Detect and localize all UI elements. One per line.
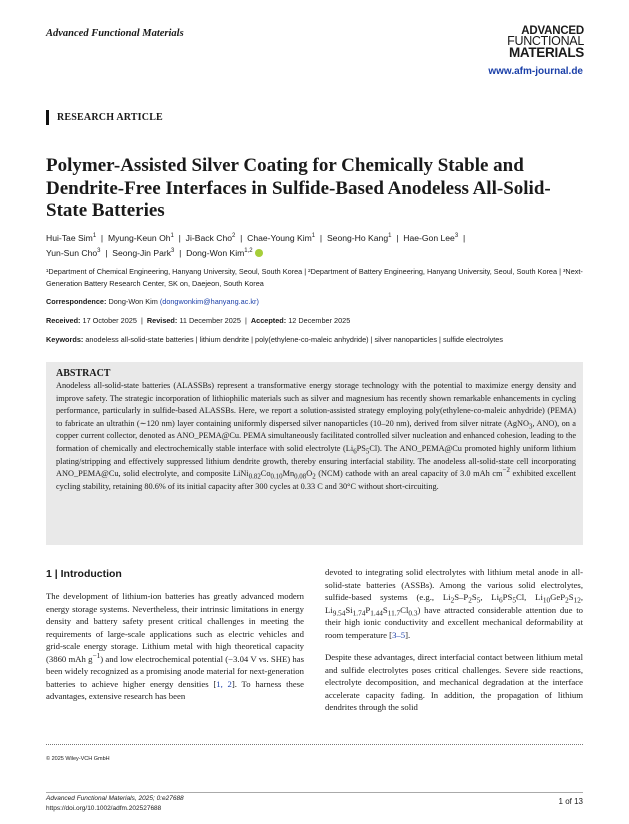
author-8-sup: 3 xyxy=(171,248,175,255)
correspondence-label: Correspondence: xyxy=(46,297,107,306)
author-3-sup: 2 xyxy=(232,233,236,240)
copyright-notice: © 2025 Wiley-VCH GmbH xyxy=(46,756,110,762)
revised-date: 11 December 2025 xyxy=(179,316,241,325)
article-dates: Received: 17 October 2025 | Revised: 11 December 2025 | Accepted: 12 December 2025 xyxy=(46,316,351,325)
body-column-right xyxy=(325,566,583,714)
revised-label: Revised: xyxy=(146,316,178,325)
received-date: 17 October 2025 xyxy=(82,316,137,325)
correspondence xyxy=(46,297,259,306)
author-7-sup: 3 xyxy=(97,248,101,255)
author-1-sup: 1 xyxy=(92,233,97,240)
keywords-list: anodeless all-solid-state batteries | lithium dendrite | poly(ethylene-co-maleic anhydride) | silver nanoparticles | sulfide electrolytes xyxy=(85,335,503,344)
abstract-text: Anodeless all-solid-state batteries (ALASSBs) represent a transformative energy storage technology with the potential to maximize energy density and improve safety. The strategic incorporation of lithiophilic materials such as silver and magnesium has recently shown remarkable enhancements in cycling performance, particularly in sulfide-based ALASSBs. Here, we report a solution-assisted strategy employing poly(ethylene-co-maleic anhydride) (PEMA) to fabricate an ultrathin (∼120 nm) layer containing uniformly dispersed silver nanoparticles (10–20 nm), derived from silver nitrate (AgNO$_3$, ANO), on a copper current collector, denoted as ANO_PEMA@Cu. PEMA simultaneously facilitated controlled silver nucleation and enhanced cohesion, leading to the formation of chemically and electrochemically stable interface with solid electrolyte $(Li_6PS_5Cl)$. The ANO_PEMA@Cu promoted highly uniform lithium plating/stripping and effectively suppressed lithium dendrite growth, thereby ensuring interfacial stability. The anodeless all-solid-state cell incorporating ANO_PEMA@Cu, solid electrolyte, and composite $LiNi_{0.82}Co_{0.10}Mn_{0.08}O_2$ (NCM) cathode with an areal capacity of 3.0 mAh $cm^{-2}$ exhibited excellent cycling stability, retaining 80.6% of its initial capacity after 300 cycles at 0.33 C and 30°C without short-circuiting. xyxy=(56,381,576,491)
logo-line-2: FUNCTIONAL xyxy=(507,34,584,49)
section-label: RESEARCH ARTICLE xyxy=(46,110,163,125)
correspondence-name: Dong-Won Kim xyxy=(108,297,158,306)
author-3[interactable]: Ji-Back Cho xyxy=(185,233,232,243)
received-label: Received: xyxy=(46,316,81,325)
author-4-sup: 1 xyxy=(311,233,316,240)
author-9-sup: 1,2 xyxy=(244,248,253,255)
affiliations: ¹Department of Chemical Engineering, Hanyang University, Seoul, South Korea | ²Department of Battery Engineering, Hanyang University, Seoul, South Korea | ³Next-Generation Battery Research Center, SK on, Daejeon, South Korea xyxy=(46,267,583,288)
footnote-divider xyxy=(46,744,583,745)
intro-paragraph-2: Despite these advantages, direct interfacial contact between lithium metal and sulfide electrolytes poses critical challenges. Severe side reactions, electrolyte decomposition, and mechanical degradation at the interface accelerate capacity fading. In addition, the propagation of lithium dendrites through the solid xyxy=(325,652,583,713)
logo-line-1: ADVANCED xyxy=(521,25,584,37)
accepted-label: Accepted: xyxy=(250,316,287,325)
author-4[interactable]: Chae-Young Kim xyxy=(247,233,312,243)
page-number: 1 of 13 xyxy=(558,797,583,806)
footer-journal-citation: Advanced Functional Materials, 2025; 0:e27688 xyxy=(46,795,184,802)
abstract-title: ABSTRACT xyxy=(56,368,111,379)
author-5[interactable]: Seong-Ho Kang xyxy=(326,233,389,243)
author-9[interactable]: Dong-Won Kim xyxy=(186,248,245,258)
correspondence-email-link[interactable]: (dongwonkim@hanyang.ac.kr) xyxy=(159,297,259,306)
body-column-left xyxy=(46,590,304,703)
author-2-sup: 1 xyxy=(170,233,174,240)
author-8[interactable]: Seong-Jin Park xyxy=(112,248,172,258)
author-1[interactable]: Hui-Tae Sim xyxy=(46,233,93,243)
author-7[interactable]: Yun-Sun Cho xyxy=(46,248,98,258)
author-5-sup: 1 xyxy=(388,233,392,240)
citation-link[interactable]: 3–5 xyxy=(392,629,406,640)
intro-paragraph-1-cont: devoted to integrating solid electrolytes with lithium metal anode in all-solid-state batteries (ASSBs). Among the various solid electrolytes, sulfide-based systems (e.g., $Li_2S-P_2S_5$, $Li_6PS_5Cl$, $Li_{10}GeP_2S_{12}$, $Li_{9.54}Si_{1.74}P_{1.44}S_{11.7}Cl_{0.3}$) have attracted considerable attention due to their high ionic conductivity and excellent mechanical deformability at room temperature [3–5]. xyxy=(325,567,583,640)
keywords-label: Keywords: xyxy=(46,335,84,344)
journal-logo xyxy=(492,26,584,59)
logo-line-3: MATERIALS xyxy=(508,45,584,61)
intro-paragraph-1: The development of lithium-ion batteries has greatly advanced modern energy storage systems. Nevertheless, their intrinsic limitations in energy density and battery safety present critical challenges in meeting the requirements of large-scale applications such as electric vehicles and grid-scale energy storage. Lithium metal with high theoretical capacity (3860 mAh $g^{-1}$) and low electrochemical potential (−3.04 V vs. SHE) has been widely recognized as a promising anode material for next-generation batteries to achieve higher energy densities [1, 2]. To harness these advantages, extensive research has been xyxy=(46,591,304,702)
journal-name: Advanced Functional Materials xyxy=(46,28,184,39)
accepted-date: 12 December 2025 xyxy=(288,316,351,325)
citation-link[interactable]: 1, 2 xyxy=(216,678,232,689)
author-2[interactable]: Myung-Keun Oh xyxy=(107,233,171,243)
author-list: Hui-Tae Sim$^1$ | Myung-Keun Oh$^1$ | Ji-Back Cho$^2$ | Chae-Young Kim$^1$ | Seong-Ho Kang$^1$ | Hae-Gon Lee$^3$ | Yun-Sun Cho$^3$ | Seong-Jin Park$^3$ | Dong-Won Kim$^{1,2}$ xyxy=(46,233,466,258)
article-title: Polymer-Assisted Silver Coating for Chemically Stable and Dendrite-Free Interfaces in Sulfide-Based Anodeless All-Solid-State Batteries xyxy=(46,155,551,221)
keywords xyxy=(46,335,503,344)
orcid-icon[interactable] xyxy=(255,249,263,257)
author-6[interactable]: Hae-Gon Lee xyxy=(403,233,455,243)
footer-doi-link[interactable]: https://doi.org/10.1002/adfm.202527688 xyxy=(46,805,162,812)
introduction-heading: 1 | Introduction xyxy=(46,568,122,580)
journal-url-link[interactable]: www.afm-journal.de xyxy=(488,66,583,77)
footer-divider xyxy=(46,792,583,793)
author-6-sup: 3 xyxy=(454,233,459,240)
